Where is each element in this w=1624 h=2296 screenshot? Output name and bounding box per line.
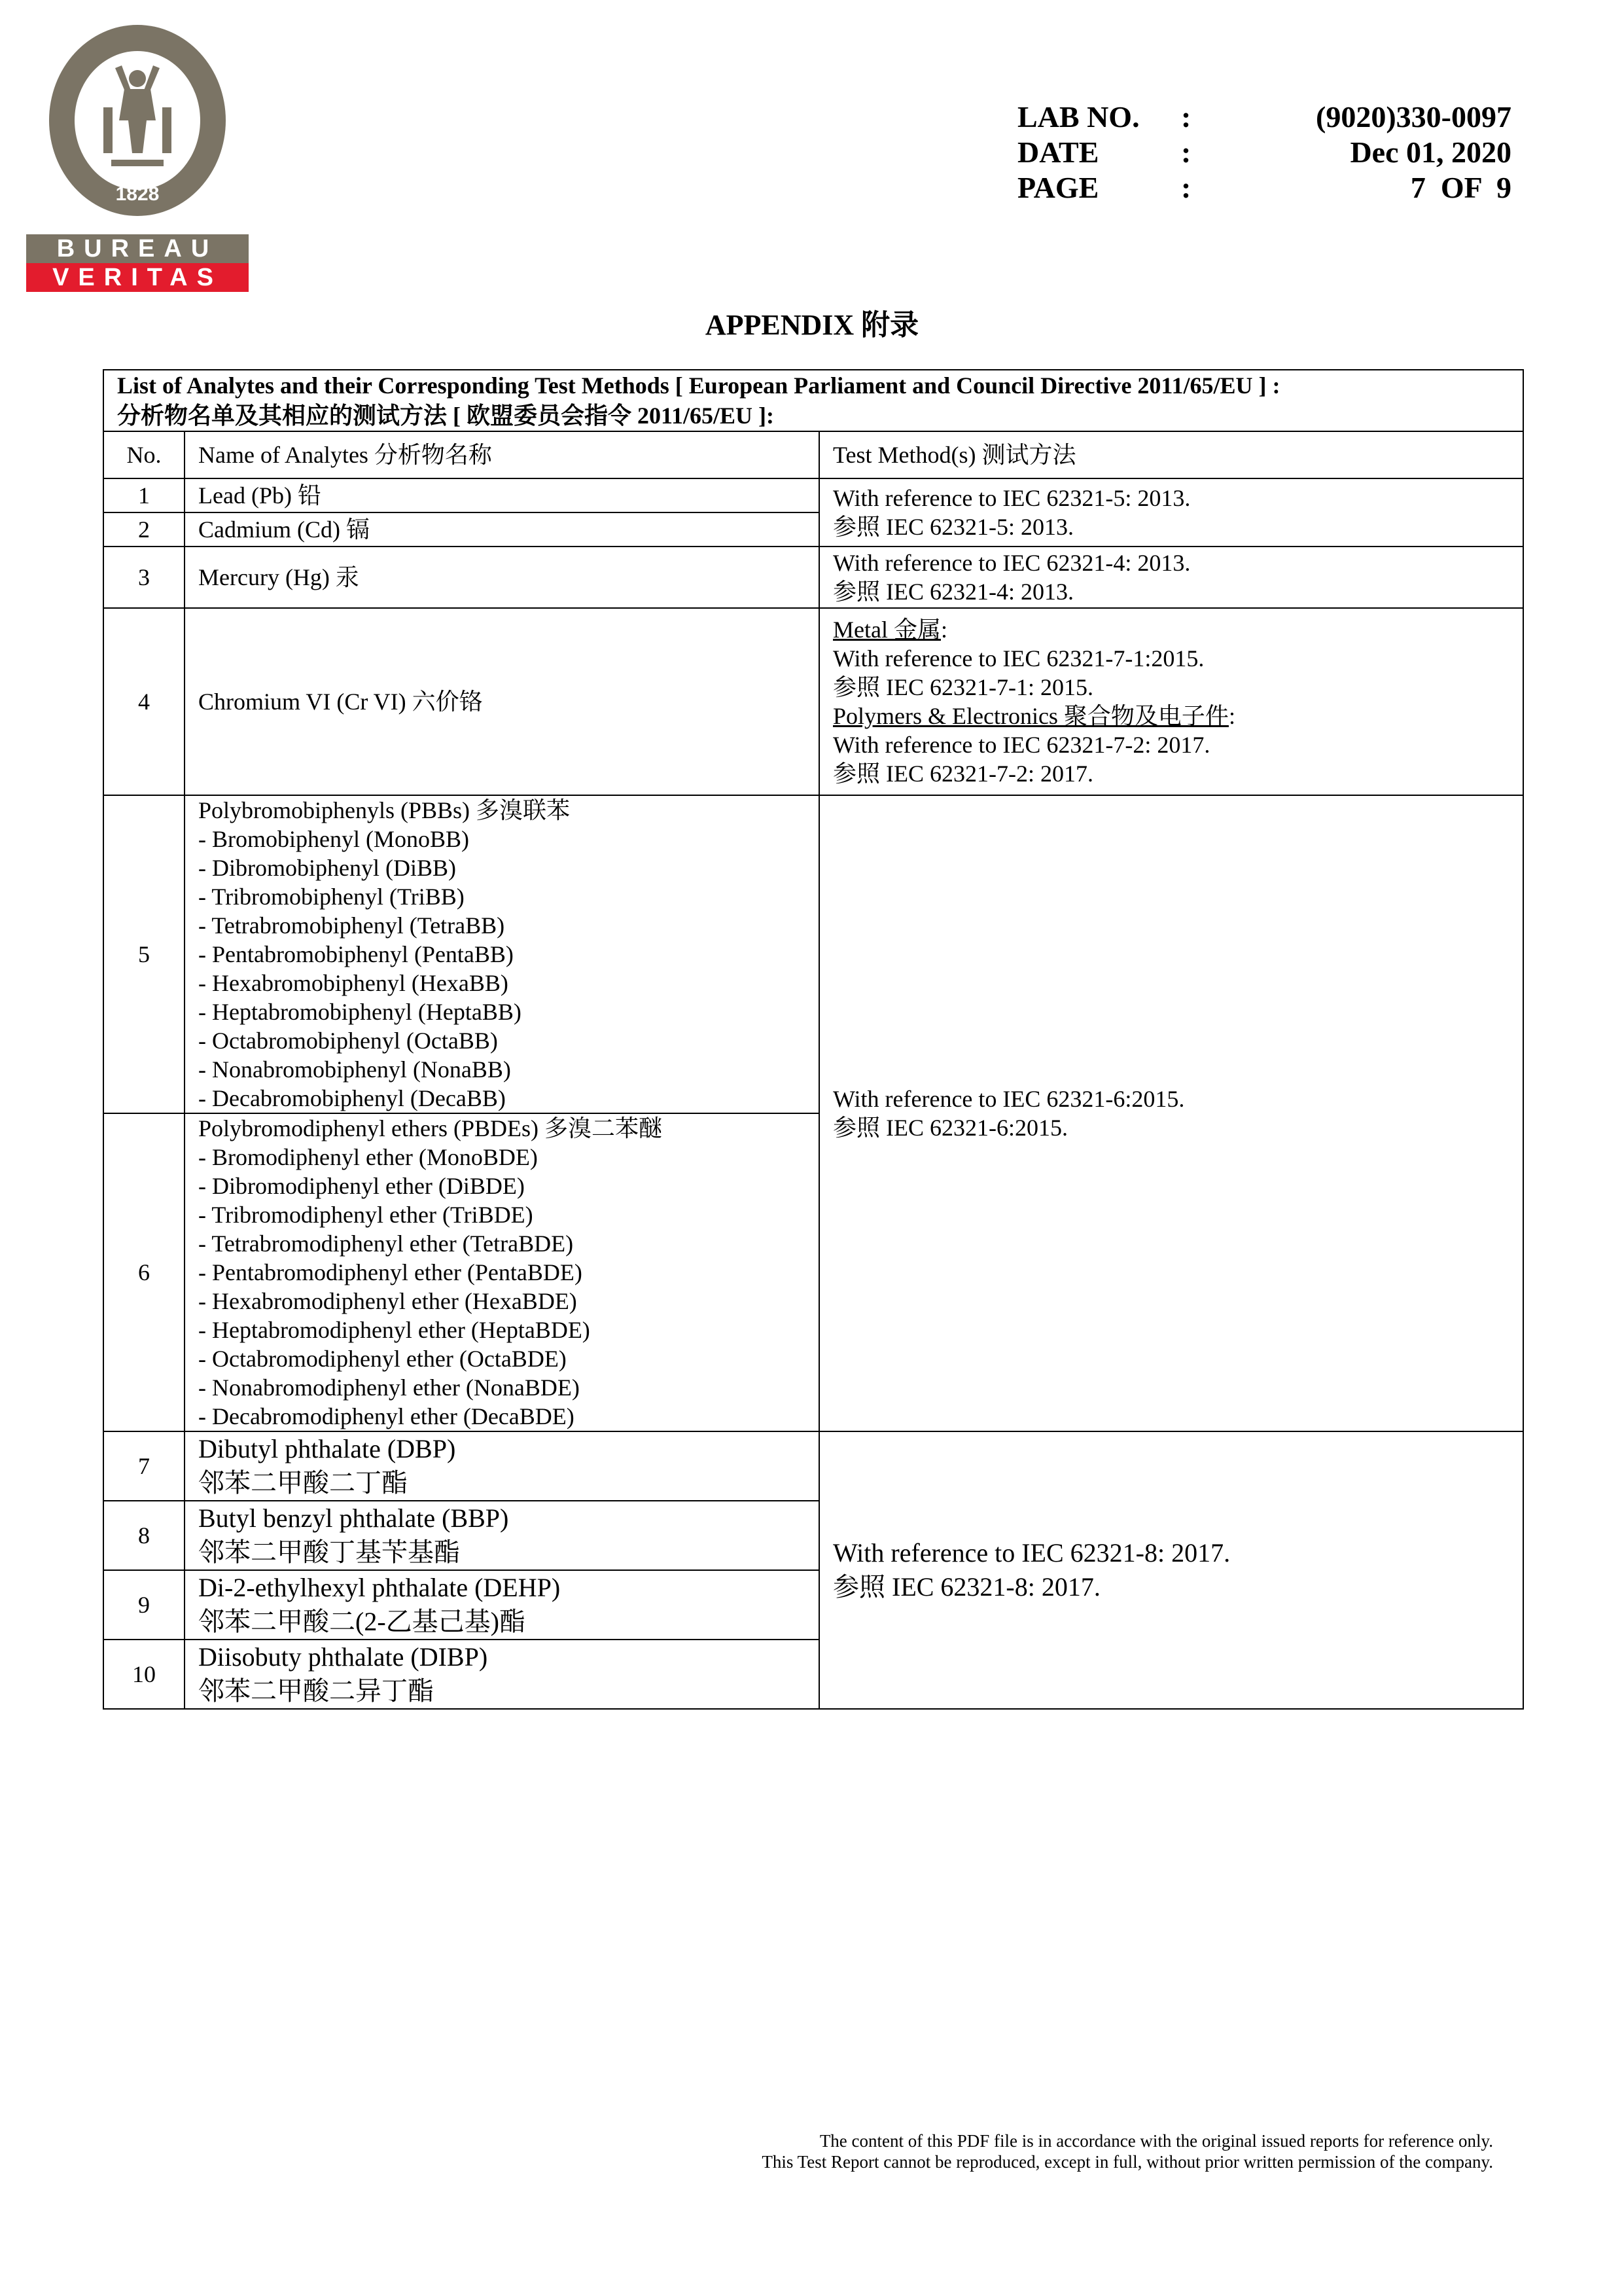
analyte-line: Polybromobiphenyls (PBBs) 多溴联苯 [198,797,571,823]
row-no: 3 [103,547,185,608]
brand-name-bottom: VERITAS [52,264,222,291]
method-line: With reference to IEC 62321-4: 2013. [833,550,1191,576]
row-no: 4 [103,608,185,795]
row-no: 1 [103,478,185,512]
row-no: 5 [103,795,185,1113]
method-line: 参照 IEC 62321-8: 2017. [833,1572,1101,1602]
analyte-line: - Bromobiphenyl (MonoBB) [198,826,469,852]
analyte-name: Chromium VI (Cr VI) 六价铬 [185,608,819,795]
analyte-name: Lead (Pb) 铅 [185,478,819,512]
brand-name-top: BUREAU [56,235,219,262]
analyte-name [185,1570,819,1640]
table-caption-row [103,370,1523,431]
footer-disclaimer [762,2130,1493,2172]
analyte-line: - Dibromodiphenyl ether (DiBDE) [198,1173,525,1199]
table-header-row [103,431,1523,478]
row-no: 9 [103,1570,185,1640]
method-line: With reference to IEC 62321-7-2: 2017. [833,732,1210,758]
analyte-line: Dibutyl phthalate (DBP) [198,1434,456,1463]
method-line: 参照 IEC 62321-7-1: 2015. [833,674,1093,700]
table-caption [103,370,1523,431]
analyte-line: - Tetrabromodiphenyl ether (TetraBDE) [198,1230,574,1257]
analyte-line: - Hexabromobiphenyl (HexaBB) [198,970,508,996]
analyte-line: - Decabromodiphenyl ether (DecaBDE) [198,1403,574,1429]
method-line: 参照 IEC 62321-5: 2013. [833,514,1074,540]
row-no: 8 [103,1501,185,1570]
analyte-line: Butyl benzyl phthalate (BBP) [198,1503,509,1533]
analyte-line: - Pentabromobiphenyl (PentaBB) [198,941,514,967]
analyte-line: Di-2-ethylhexyl phthalate (DEHP) [198,1573,561,1602]
analyte-line: - Nonabromodiphenyl ether (NonaBDE) [198,1374,580,1401]
test-method [819,795,1523,1431]
method-polymers-heading: Polymers & Electronics 聚合物及电子件: [833,703,1235,729]
analyte-name: Mercury (Hg) 汞 [185,547,819,608]
page-label: PAGE [1017,171,1099,204]
row-no: 2 [103,512,185,547]
separator: : [1181,100,1192,134]
method-line: With reference to IEC 62321-6:2015. [833,1086,1185,1112]
seal-year: 1828 [115,183,160,205]
analyte-line: - Tribromobiphenyl (TriBB) [198,884,465,910]
test-method [819,547,1523,608]
method-line: 参照 IEC 62321-4: 2013. [833,579,1074,605]
analyte-name [185,1431,819,1501]
bureau-veritas-seal [26,22,249,297]
table-row [103,608,1523,795]
date-label: DATE [1017,135,1099,169]
date-value: Dec 01, 2020 [1350,135,1511,169]
lab-no-label: LAB NO. [1017,100,1140,134]
page-title: APPENDIX 附录 [705,309,919,341]
table-row [103,547,1523,608]
analyte-line: - Octabromobiphenyl (OctaBB) [198,1028,498,1054]
row-no: 10 [103,1640,185,1709]
analyte-line: - Pentabromodiphenyl ether (PentaBDE) [198,1259,582,1285]
header-method: Test Method(s) 测试方法 [819,431,1523,478]
analyte-line: Polybromodiphenyl ethers (PBDEs) 多溴二苯醚 [198,1115,662,1141]
separator: : [1181,171,1192,204]
analytes-table [103,369,1524,1710]
analyte-line: 邻苯二甲酸二(2-乙基己基)酯 [198,1607,525,1636]
table-row [103,478,1523,512]
method-line: 参照 IEC 62321-7-2: 2017. [833,761,1093,787]
analyte-name [185,795,819,1113]
analyte-name: Cadmium (Cd) 镉 [185,512,819,547]
caption-en: List of Analytes and their Corresponding Test Methods [ European Parliament and Council Directive 2011/65/EU ] : [117,372,1280,399]
analyte-line: 邻苯二甲酸二丁酯 [198,1468,408,1498]
page-row [1017,170,1511,206]
company-logo [26,22,249,297]
analyte-line: - Heptabromobiphenyl (HeptaBB) [198,999,521,1025]
analyte-line: - Decabromobiphenyl (DecaBB) [198,1085,506,1111]
analyte-line: - Hexabromodiphenyl ether (HexaBDE) [198,1288,577,1314]
analyte-line: - Tetrabromobiphenyl (TetraBB) [198,912,505,939]
test-method [819,608,1523,795]
analyte-line: - Octabromodiphenyl ether (OctaBDE) [198,1346,567,1372]
analyte-line: 邻苯二甲酸丁基苄基酯 [198,1537,460,1567]
separator: : [1181,135,1192,169]
method-line: 参照 IEC 62321-6:2015. [833,1115,1068,1141]
footer-line: The content of this PDF file is in accordance with the original issued reports for reference only. [819,2131,1493,2151]
method-line: With reference to IEC 62321-8: 2017. [833,1538,1231,1568]
analyte-line: - Tribromodiphenyl ether (TriBDE) [198,1202,533,1228]
analyte-name [185,1113,819,1431]
header-no: No. [103,431,185,478]
method-line: With reference to IEC 62321-7-1:2015. [833,645,1205,672]
test-method [819,478,1523,547]
analyte-line: - Heptabromodiphenyl ether (HeptaBDE) [198,1317,590,1343]
analyte-line: - Nonabromobiphenyl (NonaBB) [198,1056,511,1083]
footer-line: This Test Report cannot be reproduced, except in full, without prior written permission of the company. [762,2152,1493,2172]
test-method [819,1431,1523,1709]
analyte-name [185,1501,819,1570]
header-name: Name of Analytes 分析物名称 [185,431,819,478]
caption-cn: 分析物名单及其相应的测试方法 [ 欧盟委员会指令 2011/65/EU ]: [117,403,774,429]
analyte-line: 邻苯二甲酸二异丁酯 [198,1676,434,1706]
row-no: 7 [103,1431,185,1501]
analyte-name [185,1640,819,1709]
analyte-line: - Dibromobiphenyl (DiBB) [198,855,456,881]
lab-no-row [1017,99,1511,135]
table-row [103,1431,1523,1501]
page-value: 7 OF 9 [1410,171,1511,204]
table-row [103,795,1523,1113]
analyte-line: Diisobuty phthalate (DIBP) [198,1642,488,1672]
report-header [1017,99,1511,206]
row-no: 6 [103,1113,185,1431]
analyte-line: - Bromodiphenyl ether (MonoBDE) [198,1144,538,1170]
method-line: With reference to IEC 62321-5: 2013. [833,485,1191,511]
method-metal-heading: Metal 金属: [833,617,947,643]
lab-no-value: (9020)330-0097 [1316,100,1511,134]
date-row [1017,135,1511,170]
